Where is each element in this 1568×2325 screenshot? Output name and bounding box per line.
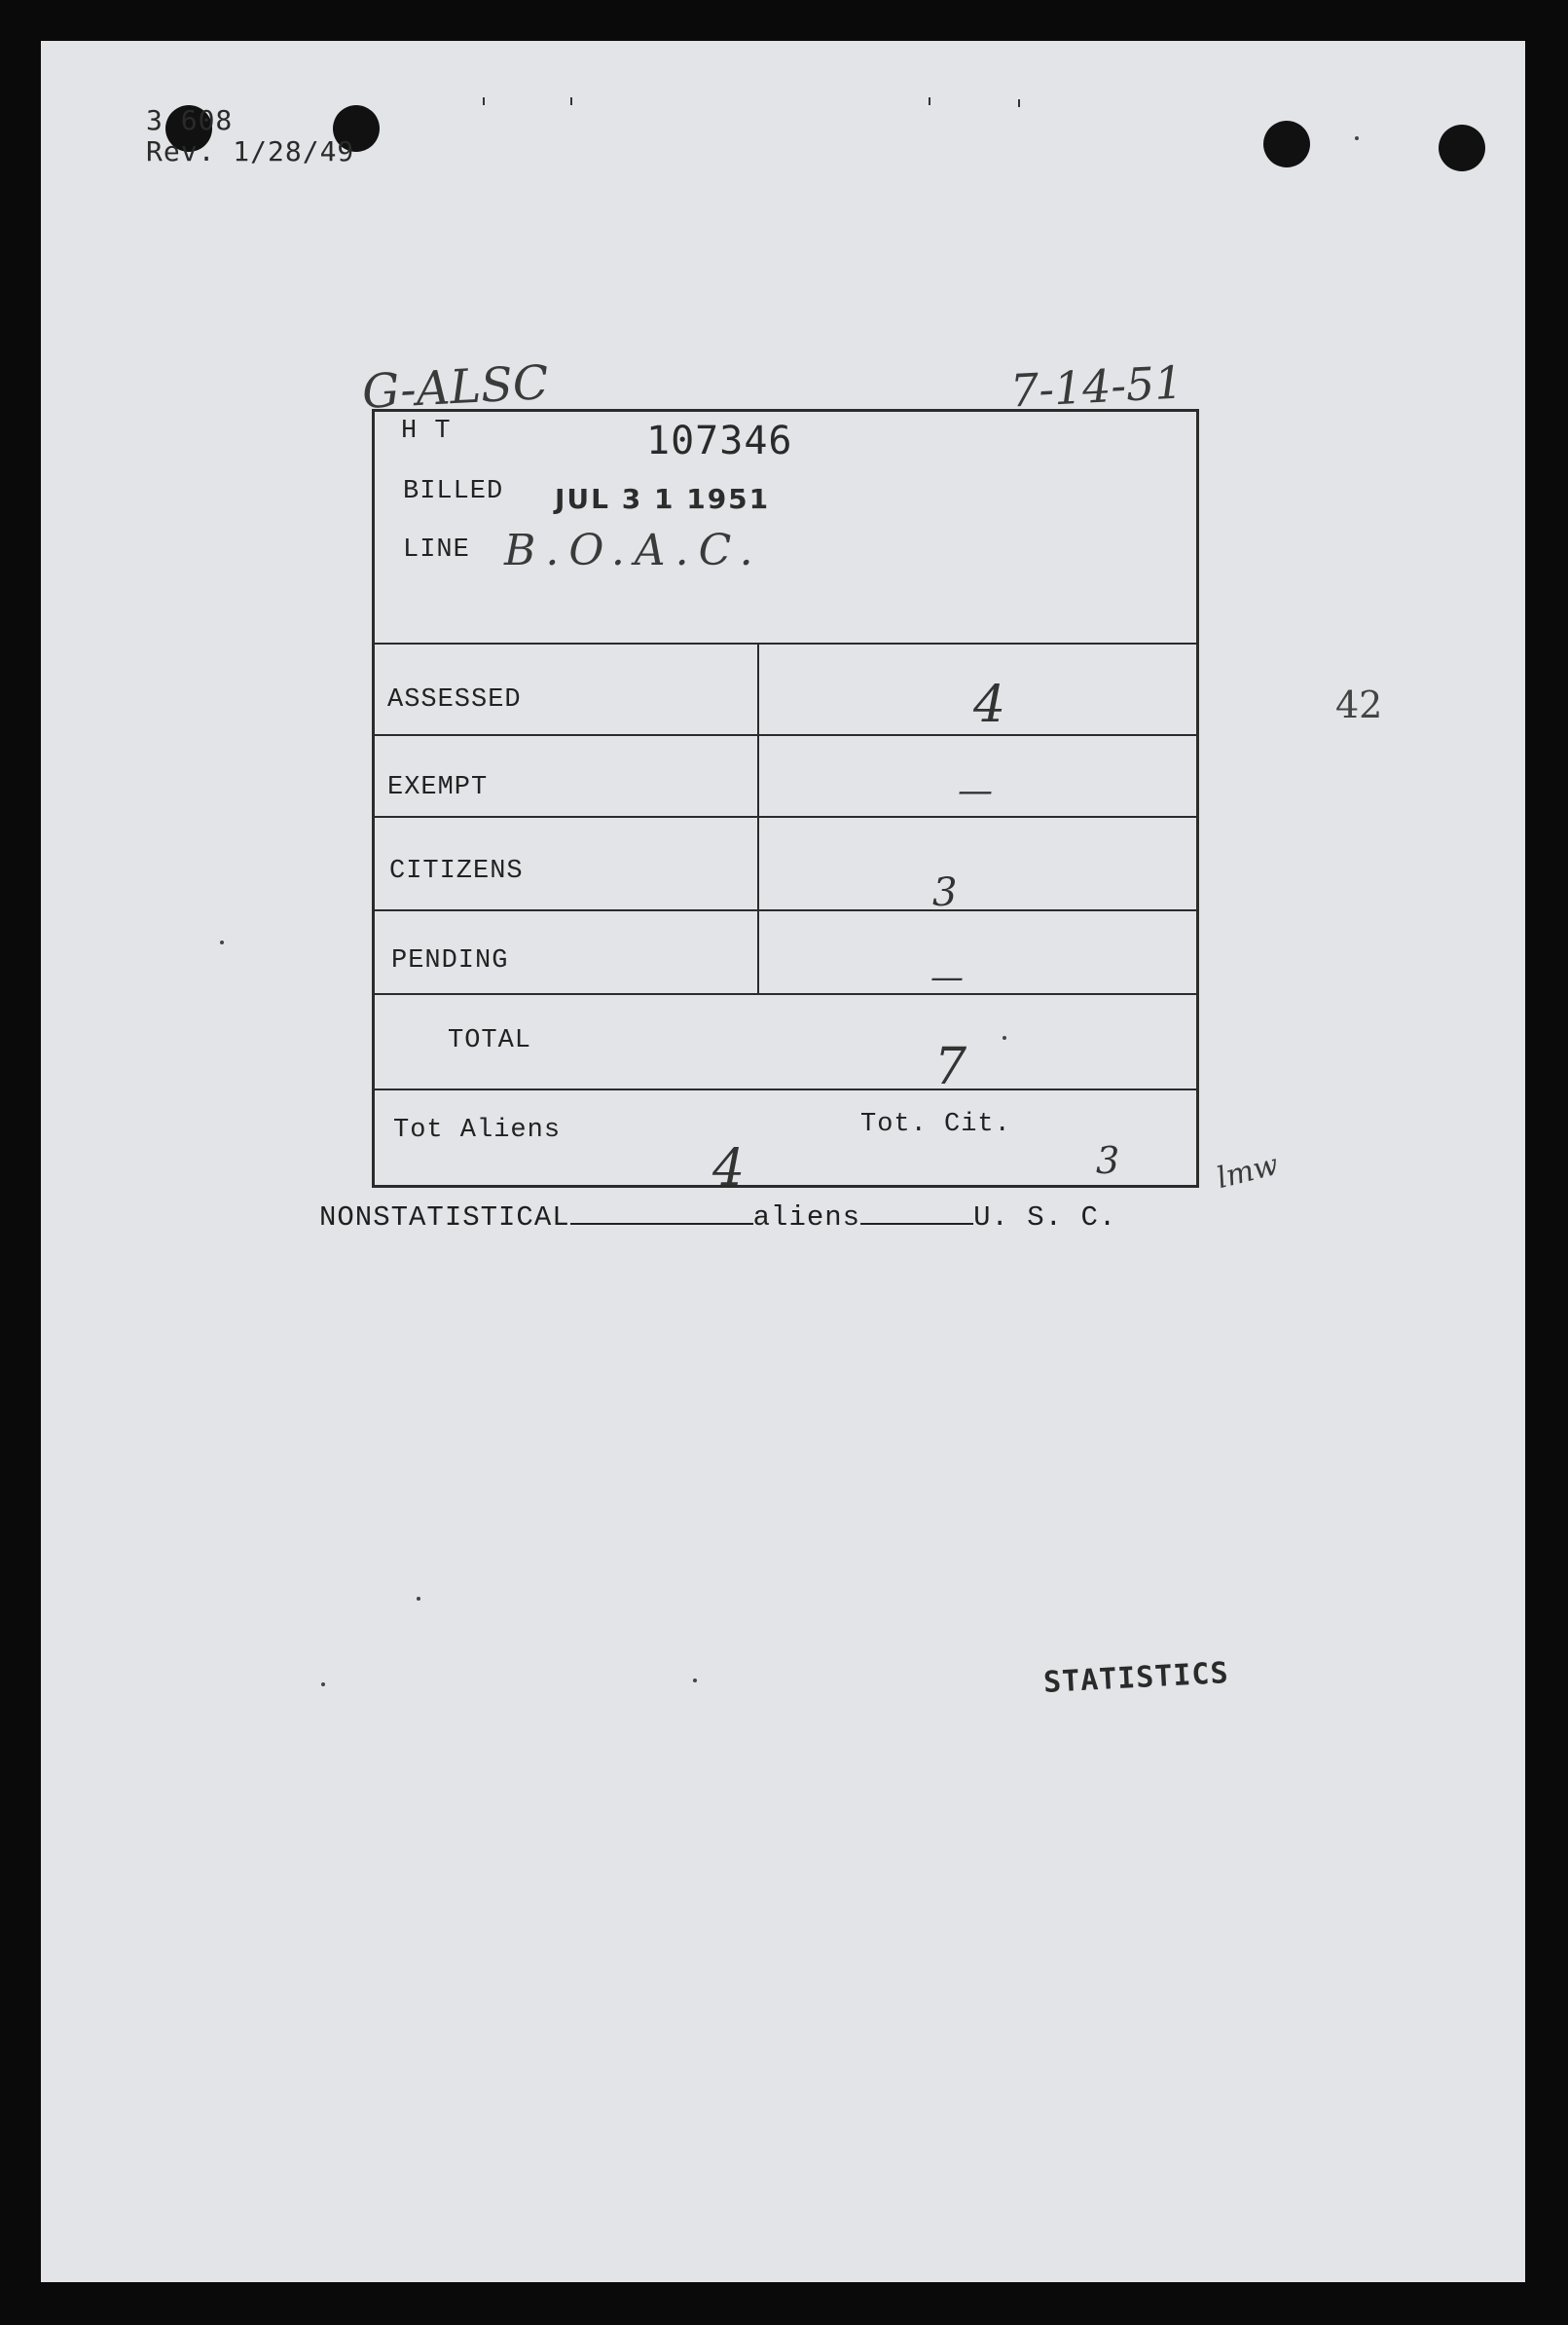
row-divider: [372, 1089, 1199, 1090]
speck: [321, 1682, 325, 1686]
statistics-stamp: STATISTICS: [1042, 1656, 1230, 1700]
row-divider: [372, 993, 1199, 995]
handwritten-line: B.O.A.C.: [504, 526, 763, 575]
tot-aliens-label: Tot Aliens: [393, 1116, 562, 1145]
row-divider: [372, 643, 1199, 645]
row-divider: [372, 816, 1199, 818]
aliens-label: aliens: [752, 1201, 861, 1234]
handwritten-registration: G-ALSC: [360, 355, 550, 420]
speck: [693, 1679, 697, 1682]
line-label: LINE: [403, 535, 470, 565]
citizens-label: CITIZENS: [389, 857, 524, 886]
pending-label: PENDING: [391, 946, 509, 976]
nonstatistical-label: NONSTATISTICAL: [319, 1201, 570, 1234]
ht-label: H T: [401, 417, 452, 446]
margin-page-number: 42: [1335, 683, 1383, 726]
handwritten-date: 7-14-51: [1008, 355, 1185, 418]
tot-cit-label: Tot. Cit.: [860, 1110, 1011, 1139]
row-divider: [372, 909, 1199, 911]
punch-hole-right-1: [1263, 121, 1310, 167]
pending-value: —: [930, 958, 964, 997]
total-value: 7: [934, 1038, 967, 1096]
form-number: 3 608: [146, 104, 234, 136]
exempt-value: —: [958, 771, 993, 811]
row-divider: [372, 734, 1199, 736]
total-label: TOTAL: [448, 1026, 532, 1055]
tot-cit-value: 3: [1096, 1139, 1120, 1182]
speck: [1355, 136, 1359, 140]
nonstatistical-blank: [570, 1221, 753, 1225]
citizens-value: 3: [932, 870, 958, 915]
ht-number: 107346: [646, 419, 793, 463]
form-box: [372, 409, 1199, 1188]
tot-aliens-value: 4: [712, 1139, 746, 1198]
billed-date-stamp: JUL 3 1 1951: [555, 483, 771, 515]
column-divider: [757, 645, 759, 993]
assessed-label: ASSESSED: [387, 685, 522, 715]
top-mark: [483, 97, 485, 105]
speck: [1003, 1036, 1006, 1040]
form-code: [146, 105, 354, 167]
form-revision: Rev. 1/28/49: [146, 135, 355, 167]
usc-label: U. S. C.: [973, 1201, 1117, 1234]
aliens-blank: [860, 1221, 973, 1225]
assessed-value: 4: [973, 676, 1006, 734]
punch-hole-right-2: [1439, 125, 1485, 171]
exempt-label: EXEMPT: [387, 773, 489, 802]
billed-label: BILLED: [403, 477, 504, 506]
nonstatistical-line: [319, 1201, 1116, 1234]
top-mark: [929, 97, 930, 105]
top-mark: [570, 97, 572, 105]
top-mark: [1018, 99, 1020, 107]
speck: [417, 1597, 420, 1601]
speck: [220, 941, 224, 944]
handwritten-initials: lmw: [1213, 1147, 1283, 1197]
